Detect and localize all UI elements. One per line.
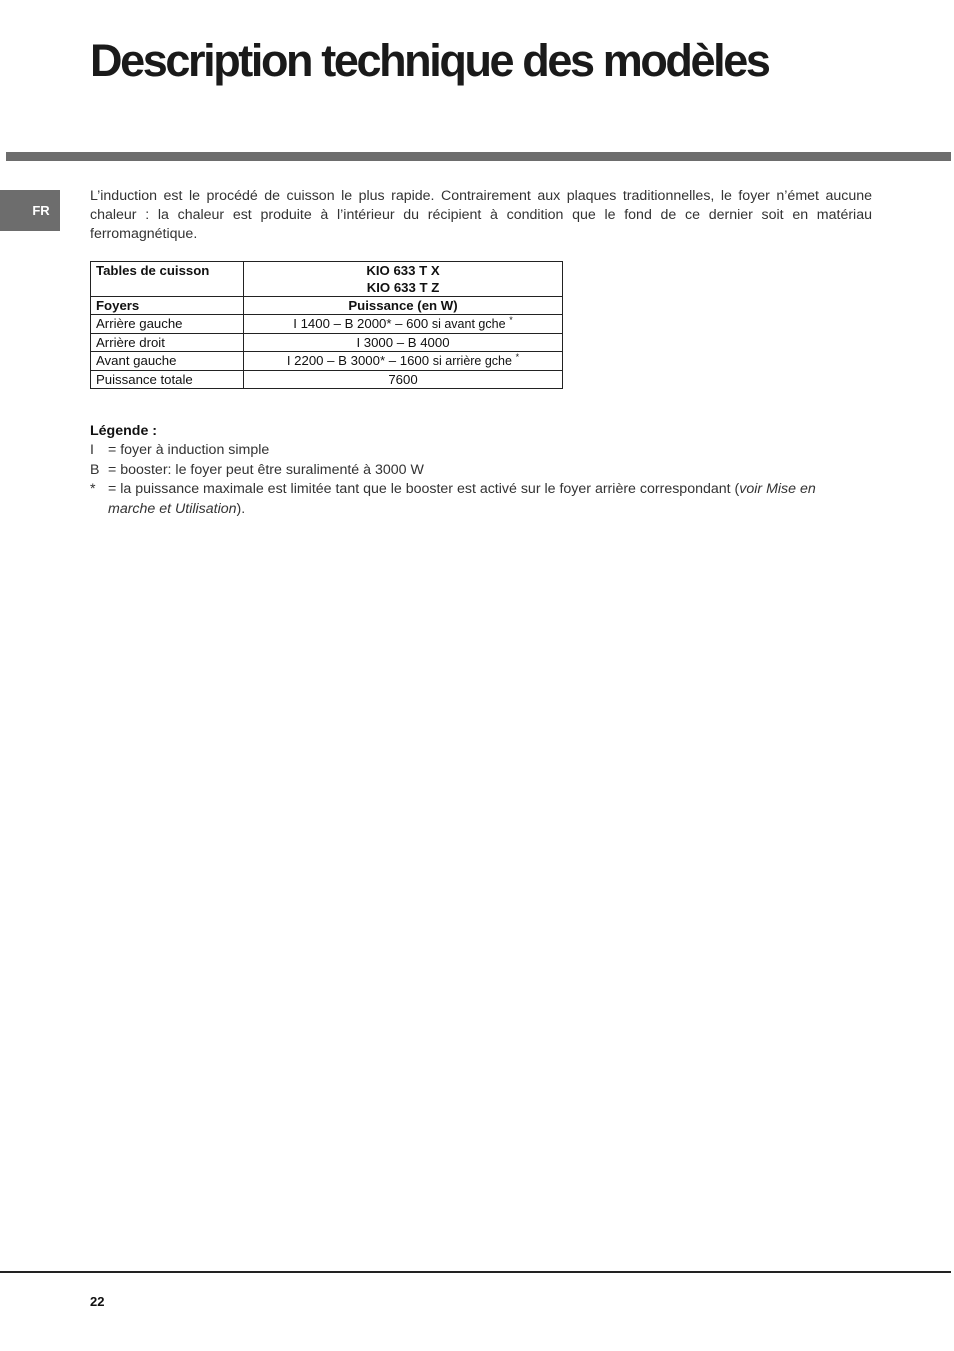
legend-item [90,461,860,481]
page-title: Description technique des modèles [90,35,769,86]
zone-cell: Arrière droit [91,334,244,352]
legend-text: = booster: le foyer peut être suralimenté à 3000 W [108,461,424,478]
language-tab: FR [0,190,60,231]
power-note: si avant gche [431,317,506,331]
footer-divider [0,1271,951,1273]
legend-text: = la puissance maximale est limitée tant que le booster est activé sur le foyer arrière correspondant ( [108,481,740,497]
table-column-labels [91,297,563,315]
legend-text-block [108,480,860,519]
header-label: Tables de cuisson [91,262,244,297]
models-cell [244,262,563,297]
legend-symbol: I [90,442,94,458]
model-name: KIO 633 T X [366,263,440,278]
table-row [91,352,563,371]
table-row [91,334,563,352]
power-mark: * [509,315,513,325]
power-cell [244,315,563,334]
legend-symbol: B [90,461,100,478]
power-note: si arrière gche [432,354,512,368]
legend-item [90,480,860,519]
legend-item [90,441,860,461]
legend-text: = foyer à induction simple [108,442,270,458]
power-cell [244,371,563,389]
col-label-zones: Foyers [91,297,244,315]
power-cell [244,334,563,352]
intro-paragraph: L’induction est le procédé de cuisson le plus rapide. Contrairement aux plaques traditionnelles, le foyer n’émet aucune chaleur : la chaleur est produite à l’intérieur du récipient à condition que le fond de ce dernier soit en matériau ferromagnétique. [90,188,872,242]
zone-cell: Avant gauche [91,352,244,371]
table-row [91,371,563,389]
legend [90,422,860,519]
title-divider [6,152,951,161]
table-row [91,315,563,334]
legend-suffix: ). [236,500,246,517]
page-number: 22 [90,1294,105,1309]
legend-symbol: * [90,481,96,497]
zone-cell: Puissance totale [91,371,244,389]
power-value: I 2200 – B 3000* – 1600 [286,353,430,368]
table-header-row [91,262,563,297]
legend-reference: voir Mise en marche et Utilisation [108,481,816,517]
model-name: KIO 633 T Z [366,280,440,295]
power-mark: * [515,352,520,362]
col-label-power: Puissance (en W) [244,297,563,315]
power-value: I 3000 – B 4000 [356,335,450,350]
zone-cell: Arrière gauche [91,315,244,334]
specs-table [90,261,563,389]
power-cell [244,352,563,371]
power-value: 7600 [388,372,418,387]
power-value: I 1400 – B 2000* – 600 [293,316,429,331]
legend-title: Légende : [90,423,158,439]
